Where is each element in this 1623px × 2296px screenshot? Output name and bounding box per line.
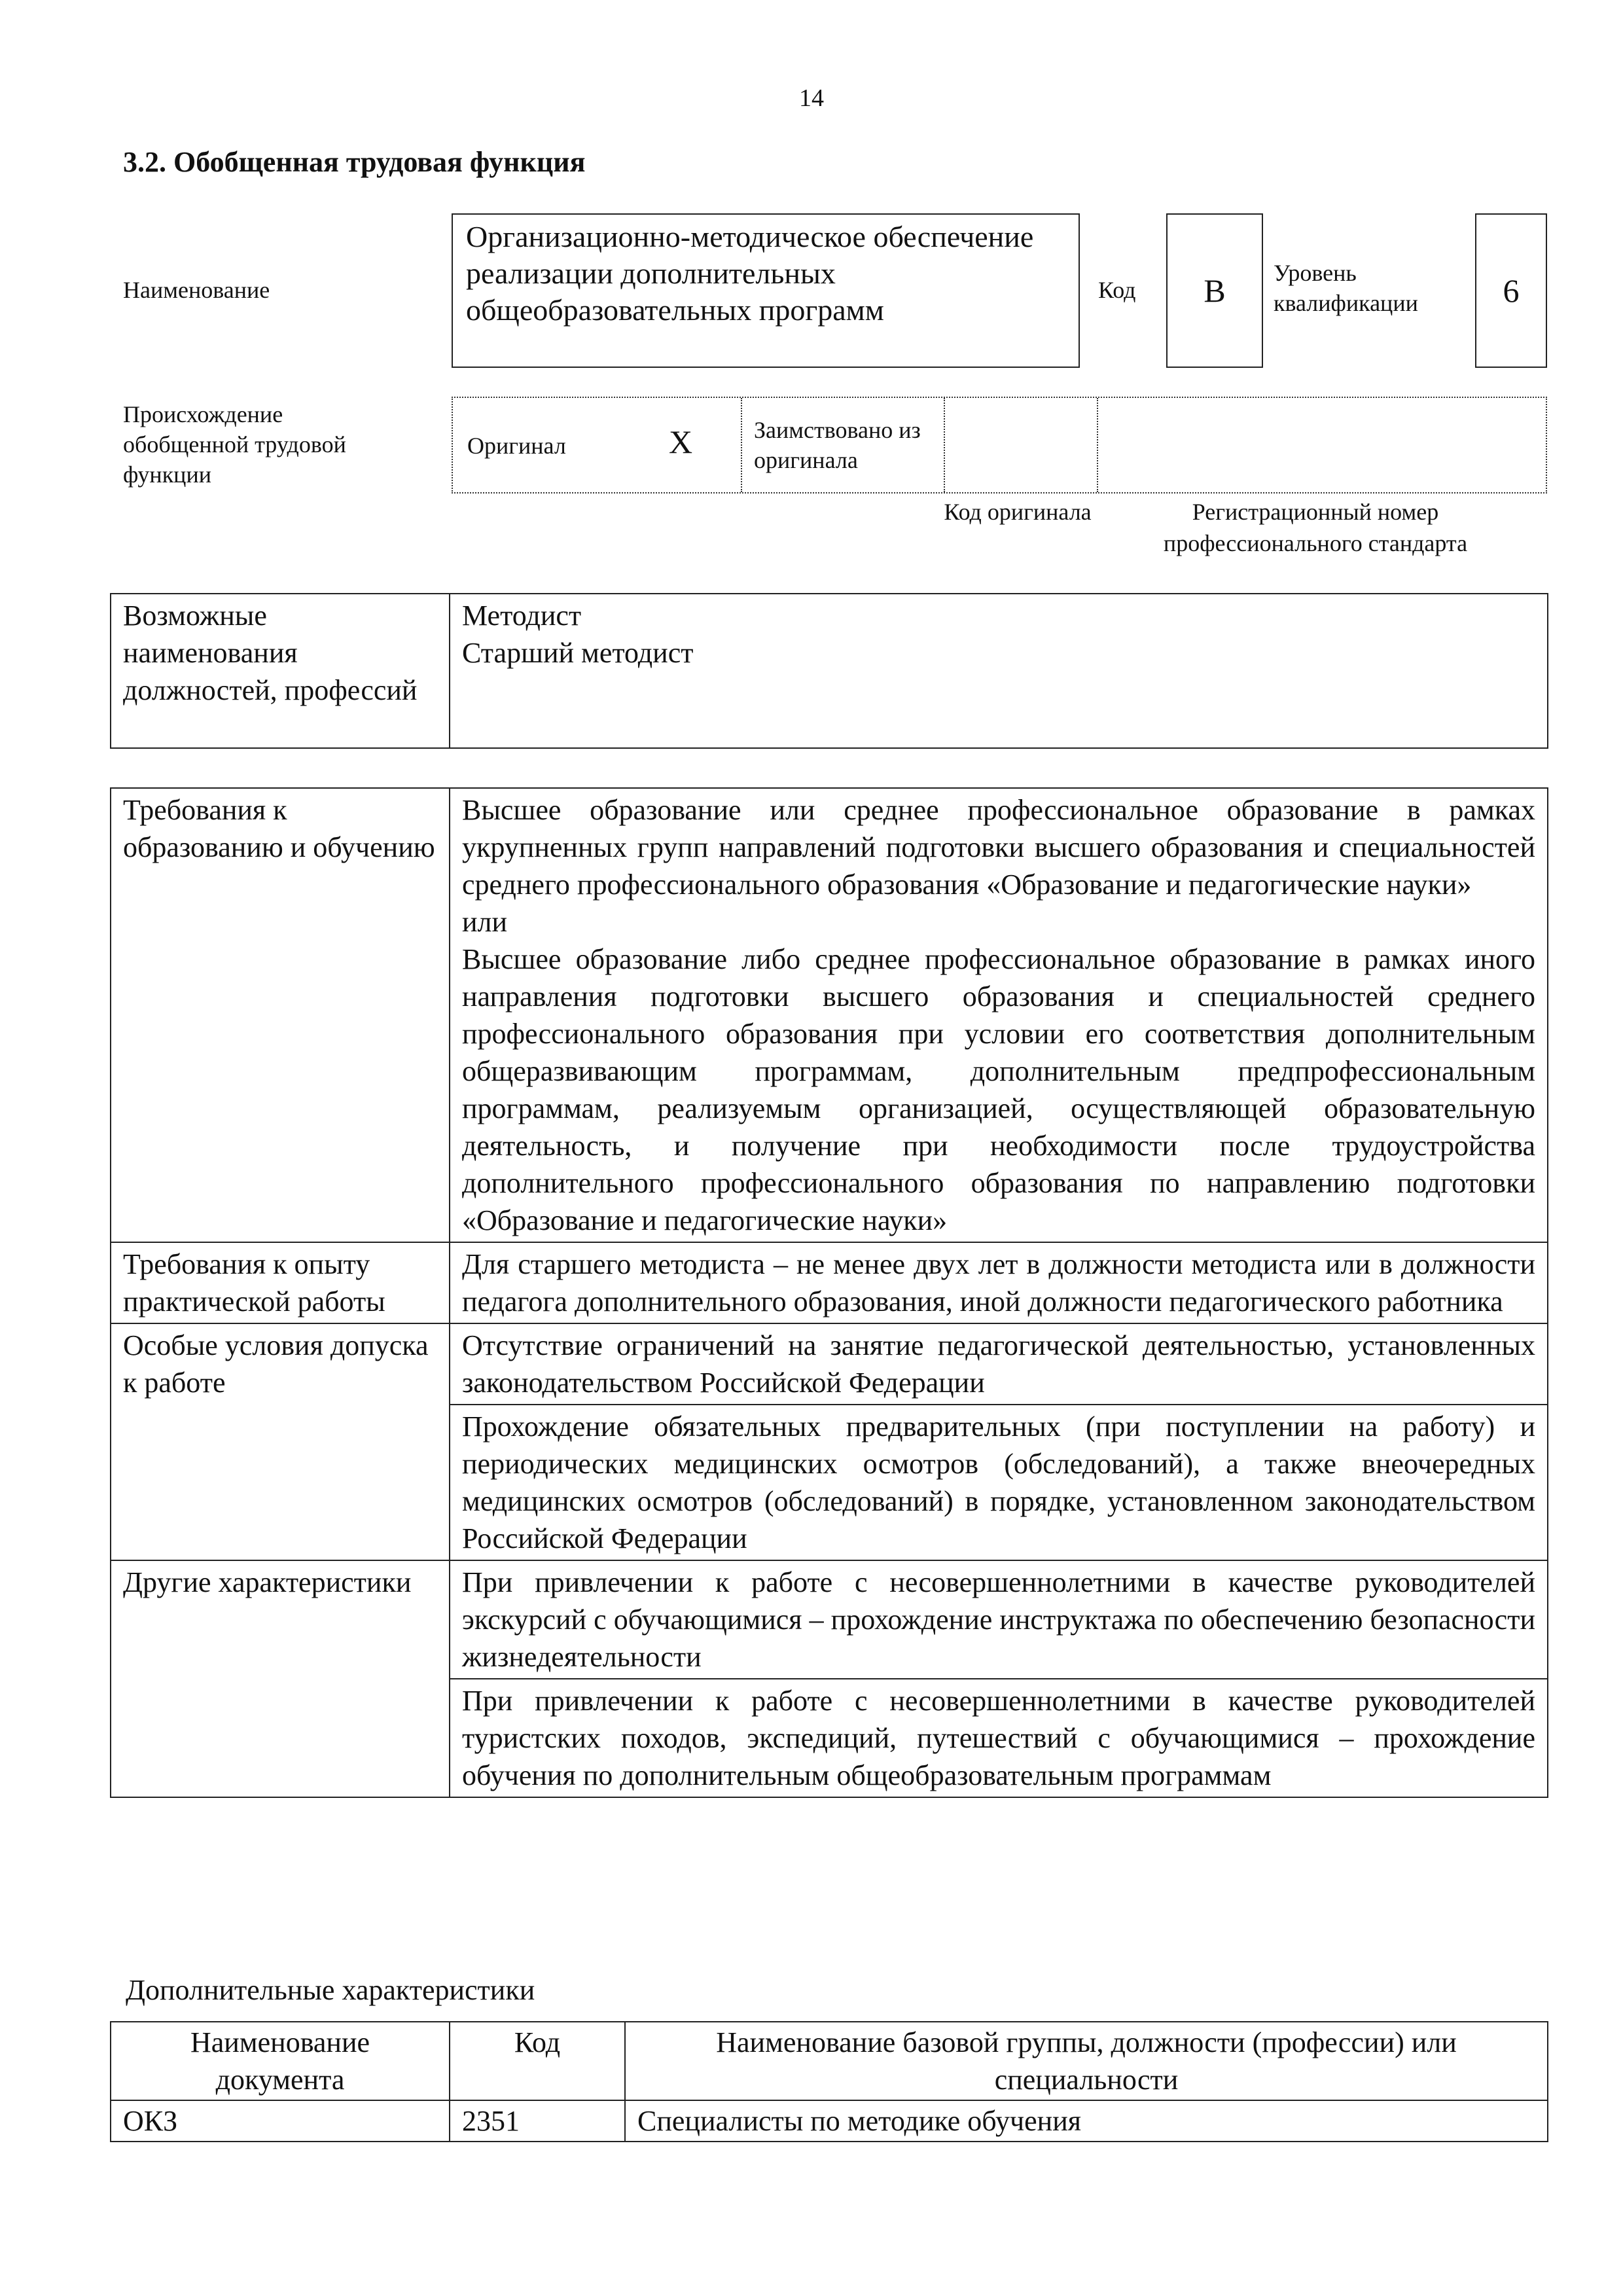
education-label: Требования к образованию и обучению: [111, 788, 450, 1242]
special-text-2: Прохождение обязательных предварительных (при поступлении на работу) и периодических медицинских осмотров (обследований), а также внеочередных медицинских осмотров (обследований) в порядке, установленном законодательством Российской Федерации: [450, 1405, 1548, 1560]
origin-divider-2: [944, 398, 945, 492]
additional-header-name: Наименование базовой группы, должности (профессии) или специальности: [625, 2022, 1548, 2100]
additional-table: [110, 2021, 1548, 2142]
education-text-1: Высшее образование или среднее профессиональное образование в рамках укрупненных групп направлений подготовки высшего образования и специальностей среднего профессионального образования «Образование и педагогические науки»: [462, 794, 1535, 901]
origin-divider-3: [1097, 398, 1098, 492]
education-cell: [450, 788, 1548, 1242]
caption-registration-number: Регистрационный номер профессионального стандарта: [1163, 499, 1468, 556]
positions-values: Методист Старший методист: [450, 594, 1548, 748]
name-value-box: [452, 213, 1080, 368]
positions-label: Возможные наименования должностей, профессий: [111, 594, 450, 748]
code-label: Код: [1098, 277, 1136, 303]
additional-row-code: 2351: [450, 2100, 625, 2142]
requirements-table: [110, 787, 1548, 1798]
experience-text: Для старшего методиста – не менее двух лет в должности методиста или в должности педагога дополнительного образования, иной должности педагогического работника: [450, 1242, 1548, 1323]
name-label: Наименование: [123, 277, 270, 303]
level-label: Уровень квалификации: [1274, 260, 1418, 316]
original-label: Оригинал: [467, 433, 566, 459]
borrowed-label: Заимствовано из оригинала: [754, 417, 921, 473]
additional-header-doc: Наименование документа: [111, 2022, 450, 2100]
special-label: Особые условия допуска к работе: [111, 1323, 450, 1560]
section-title: 3.2. Обобщенная трудовая функция: [123, 146, 586, 178]
other-text-1: При привлечении к работе с несовершеннолетними в качестве руководителей экскурсий с обучающимися – прохождение инструктажа по обеспечению безопасности жизнедеятельности: [450, 1560, 1548, 1679]
caption-code-original: Код оригинала: [944, 499, 1092, 525]
level-value-box: [1475, 213, 1547, 368]
additional-row-name: Специалисты по методике обучения: [625, 2100, 1548, 2142]
origin-row: [452, 397, 1547, 493]
name-value: Организационно-методическое обеспечение реализации дополнительных общеобразовательных программ: [466, 220, 1034, 327]
other-label: Другие характеристики: [111, 1560, 450, 1797]
special-text-1: Отсутствие ограничений на занятие педагогической деятельностью, установленных законодательством Российской Федерации: [450, 1323, 1548, 1405]
code-value-box: [1166, 213, 1263, 368]
additional-title: Дополнительные характеристики: [126, 1974, 535, 2006]
code-value: B: [1204, 272, 1226, 309]
original-mark: X: [669, 423, 693, 460]
other-text-2: При привлечении к работе с несовершеннолетними в качестве руководителей туристских походов, экспедиций, путешествий с обучающимися – прохождение обучения по дополнительным общеобразовательным программам: [450, 1679, 1548, 1797]
education-text-2: Высшее образование либо среднее профессиональное образование в рамках иного направления подготовки высшего образования и специальностей среднего профессионального образования при условии его соответствия дополнительным общеразвивающим программам, дополнительным предпрофессиональным программам, реализуемым организацией, осуществляющей образовательную деятельность, и получение при необходимости после трудоустройства дополнительного профессионального образования по направлению подготовки «Образование и педагогические науки»: [462, 943, 1535, 1236]
positions-table: [110, 593, 1548, 749]
experience-label: Требования к опыту практической работы: [111, 1242, 450, 1323]
additional-header-code: Код: [450, 2022, 625, 2100]
education-or: или: [462, 906, 508, 938]
origin-label: Происхождение обобщенной трудовой функции: [123, 401, 346, 488]
additional-row-doc: ОКЗ: [111, 2100, 450, 2142]
level-value: 6: [1503, 272, 1520, 309]
origin-divider-1: [741, 398, 742, 492]
page-number: 14: [799, 84, 824, 112]
